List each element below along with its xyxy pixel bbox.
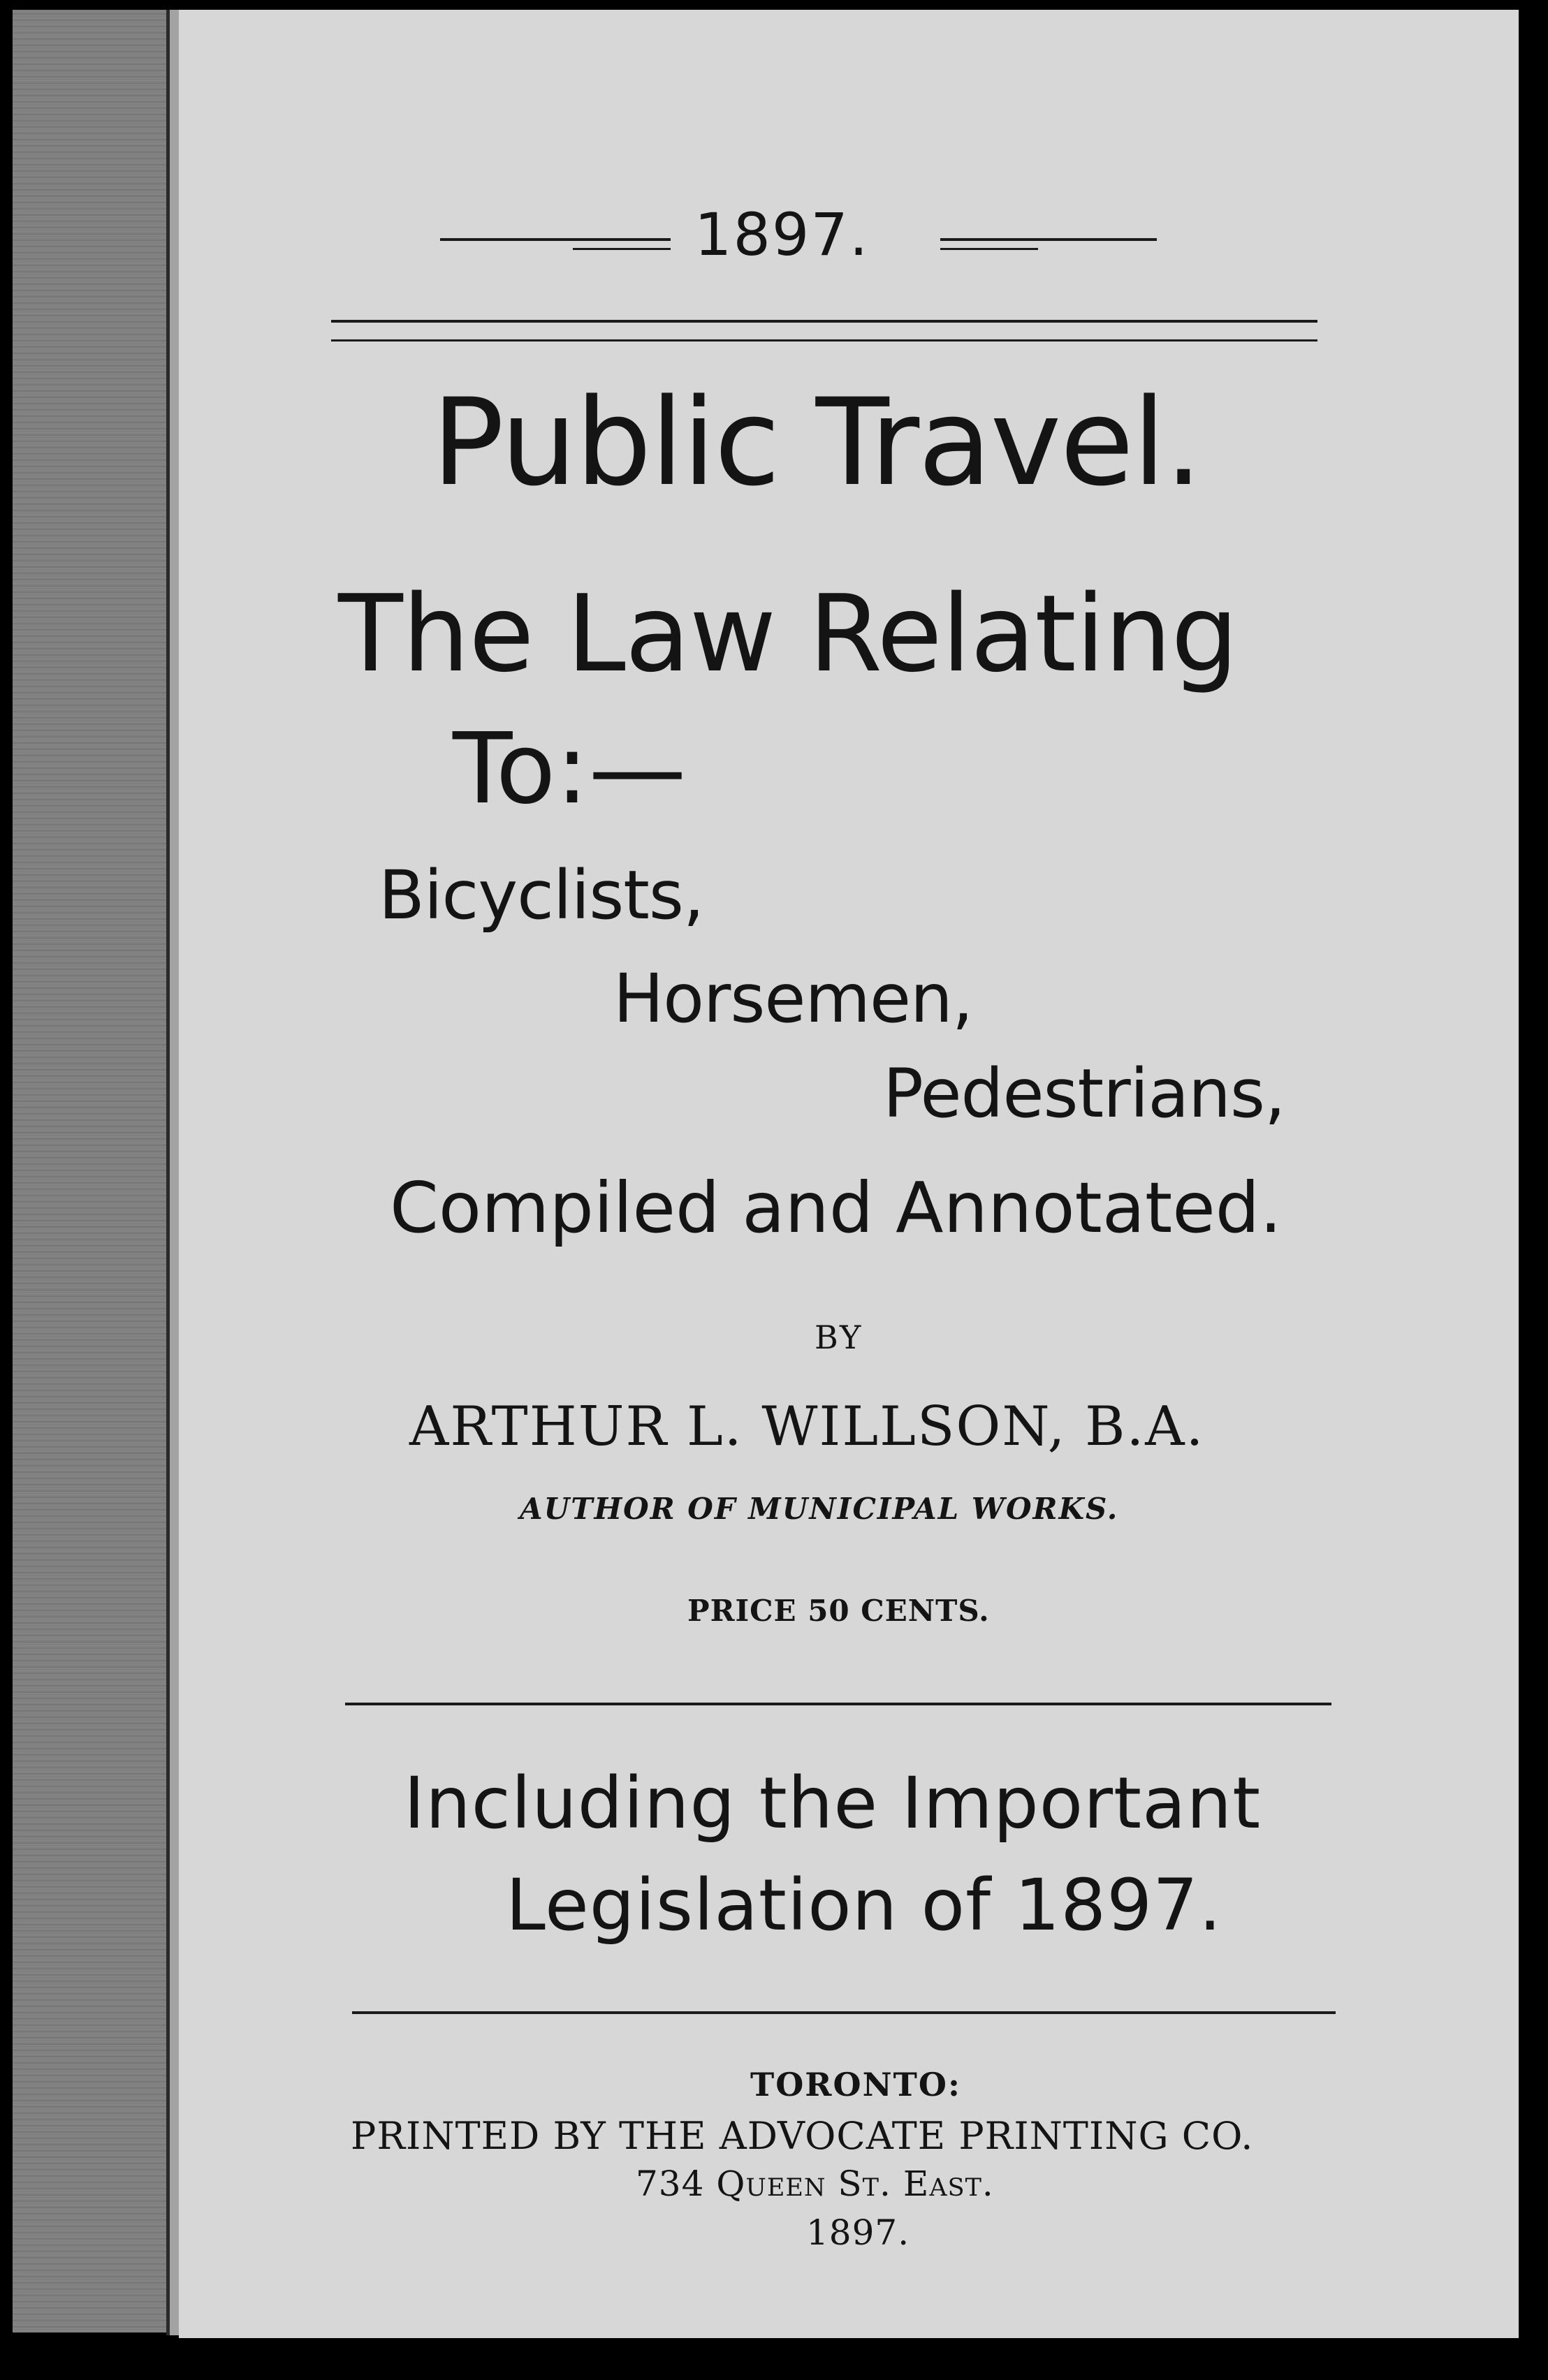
title-top-rule-2 (331, 339, 1317, 341)
including-line2: Legislation of 1897. (506, 1864, 1222, 1947)
header-year: 1897. (694, 200, 870, 269)
author-name: ARTHUR L. WILLSON, B.A. (409, 1395, 1205, 1458)
by-label: BY (815, 1318, 863, 1356)
subtitle-line1: The Law Relating (338, 572, 1238, 696)
cover-page (179, 10, 1519, 2338)
main-title: Public Travel. (432, 372, 1202, 513)
imprint-address: 734 Queen St. East. (636, 2164, 994, 2204)
price-label: PRICE 50 CENTS. (687, 1594, 990, 1628)
including-line1: Including the Important (404, 1762, 1262, 1845)
compiled-annotated: Compiled and Annotated. (390, 1167, 1283, 1249)
subject-horsemen: Horsemen, (613, 960, 973, 1038)
year-left-rule-2 (573, 248, 671, 250)
author-credential: AUTHOR OF MUNICIPAL WORKS. (520, 1492, 1119, 1526)
imprint-top-rule (352, 2011, 1336, 2014)
imprint-year: 1897. (806, 2212, 910, 2253)
year-right-rule-2 (940, 248, 1038, 250)
subject-pedestrians: Pedestrians, (883, 1055, 1285, 1133)
title-top-rule (331, 320, 1317, 323)
imprint-printer: PRINTED BY THE ADVOCATE PRINTING CO. (351, 2114, 1254, 2158)
subtitle-line2: To:— (453, 712, 687, 826)
spine-rule (166, 10, 170, 2335)
subject-bicyclists: Bicyclists, (379, 856, 704, 934)
year-left-rule (440, 238, 671, 241)
year-right-rule (940, 238, 1157, 241)
imprint-city: TORONTO: (750, 2066, 961, 2103)
binding-strip (13, 10, 168, 2333)
including-top-rule (345, 1703, 1331, 1705)
